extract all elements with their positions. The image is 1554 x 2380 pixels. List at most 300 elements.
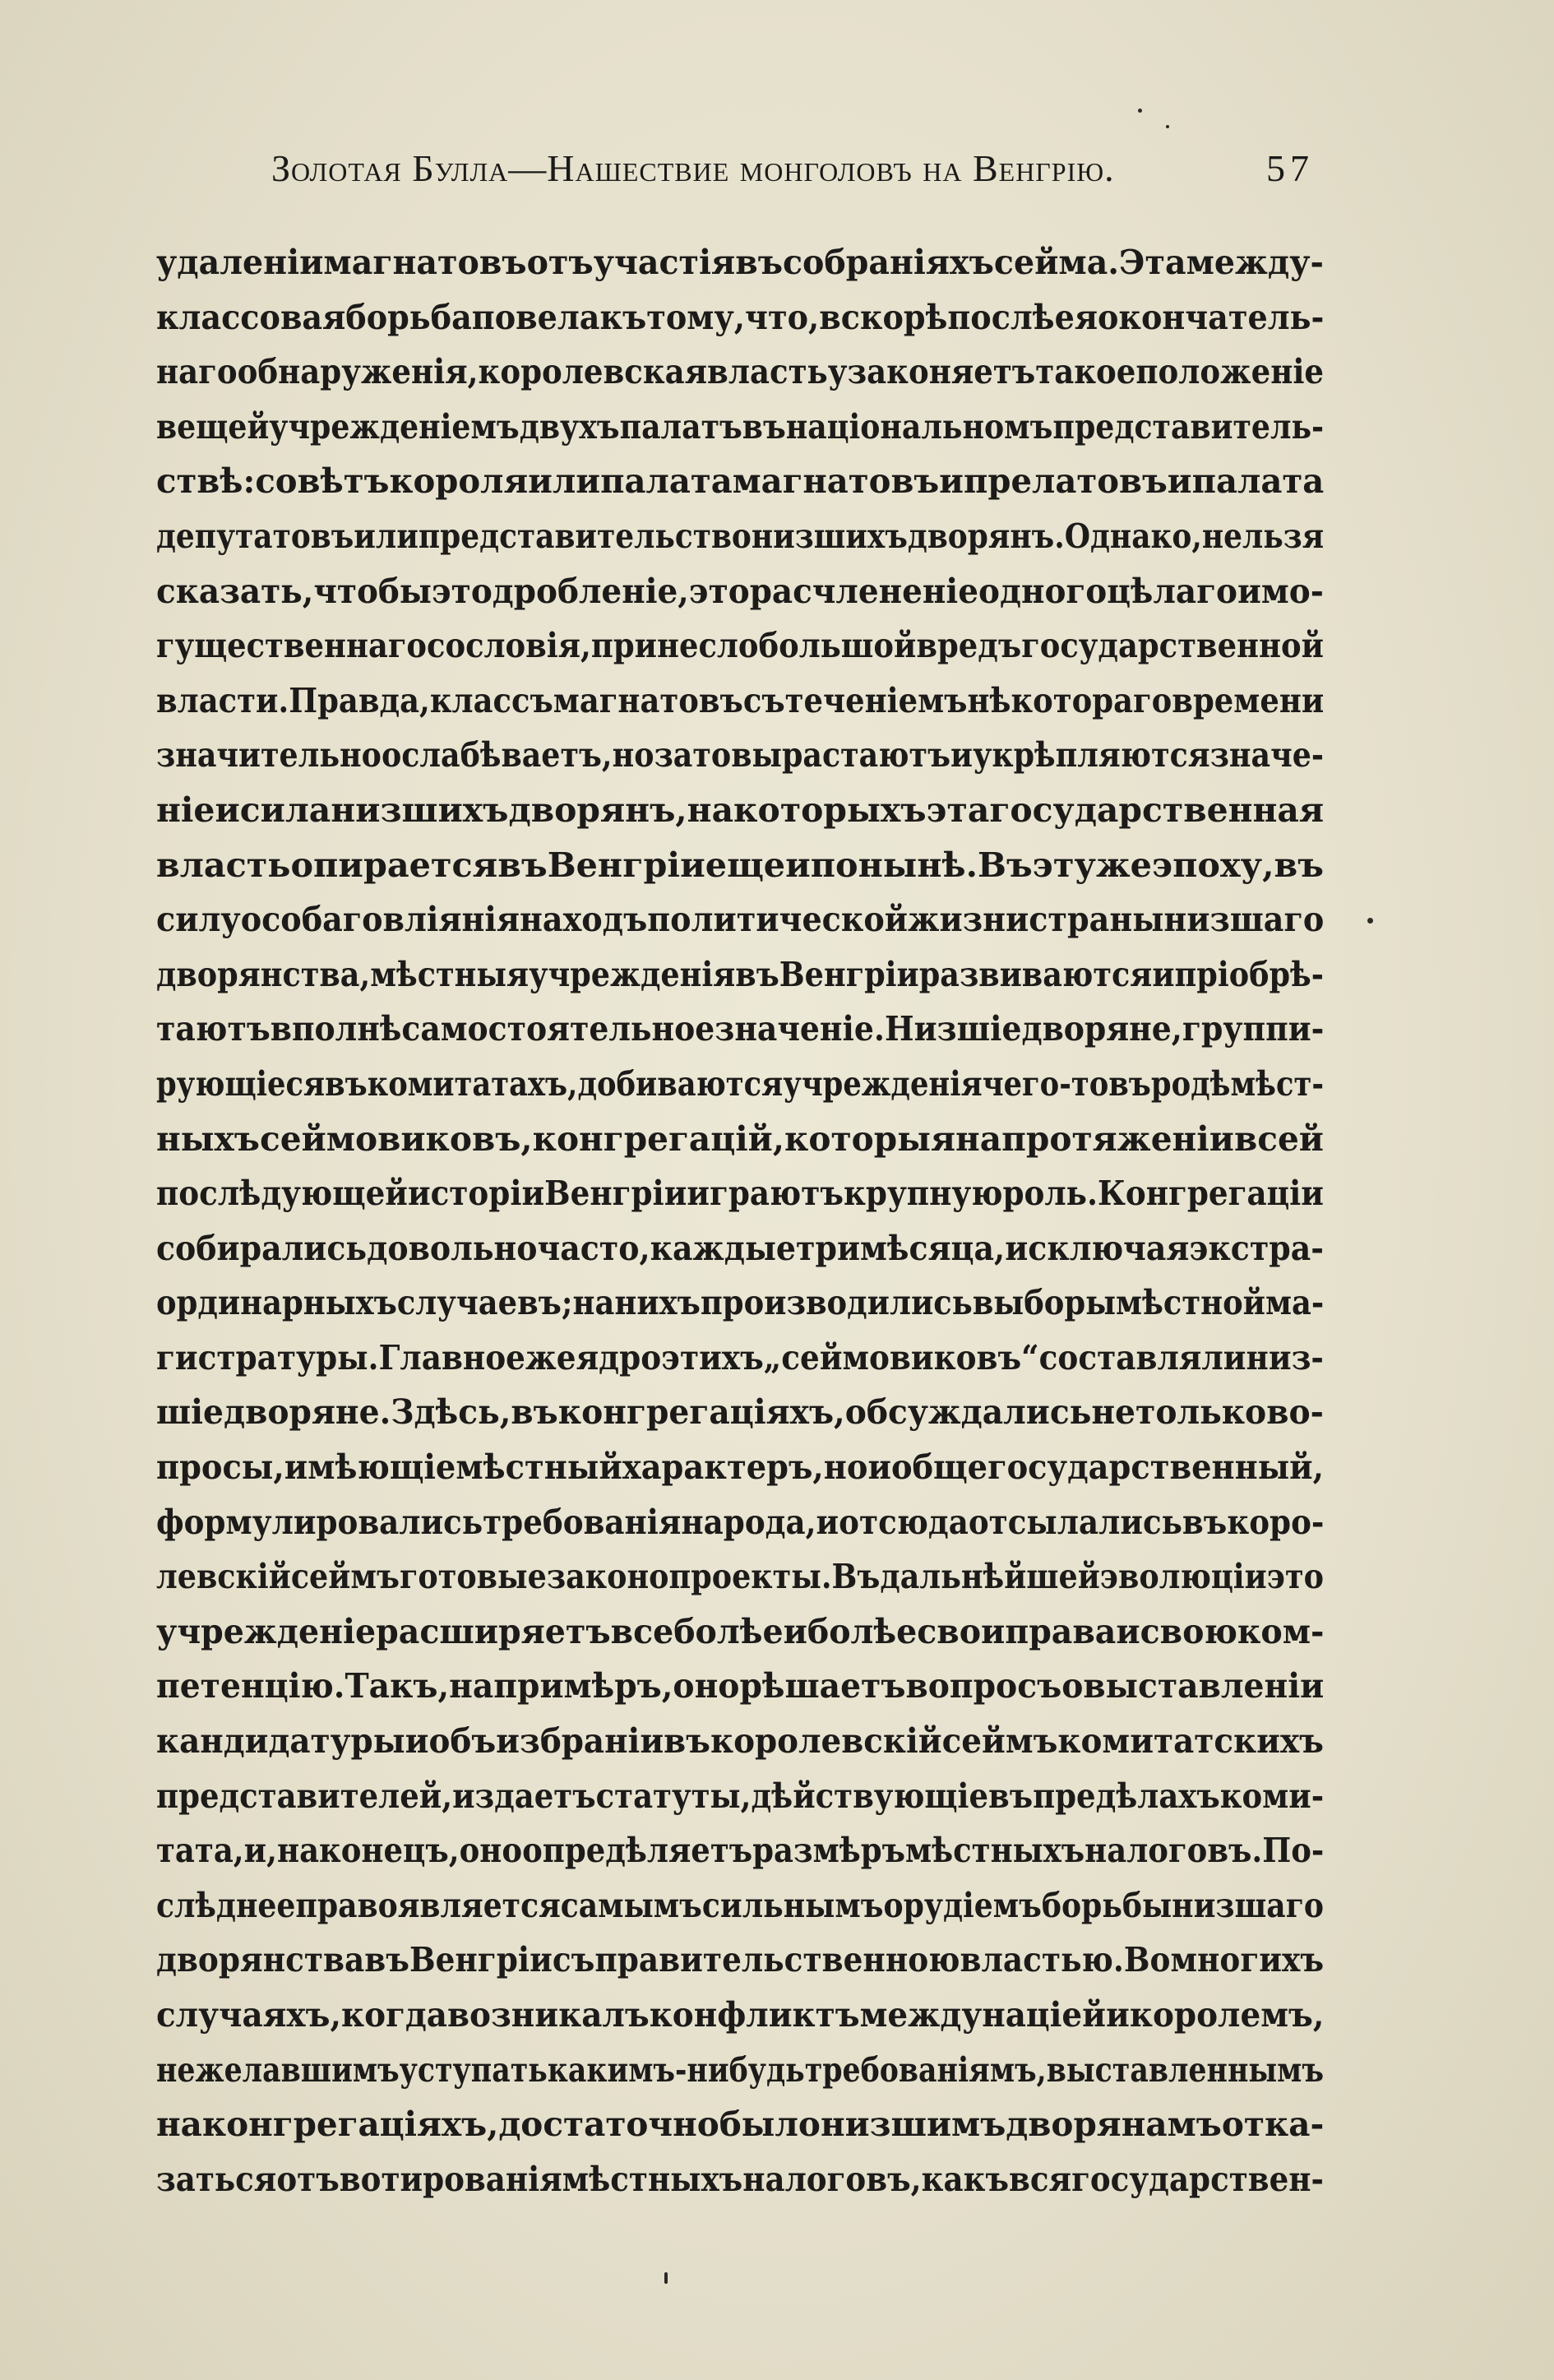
- word: государственная: [989, 789, 1325, 830]
- word: левскій: [156, 1556, 291, 1597]
- word: въ: [742, 405, 786, 447]
- word: играютъ: [687, 1173, 844, 1214]
- text-line: [156, 2097, 1324, 2152]
- text-line: [156, 1276, 1324, 1331]
- word: въ: [364, 1939, 409, 1980]
- word: и: [215, 789, 240, 830]
- word: дворянъ.: [907, 515, 1065, 556]
- word: статуты,: [595, 1775, 752, 1816]
- word: чтобы: [313, 570, 432, 611]
- text-line: [156, 892, 1324, 947]
- word: конгрегаціяхъ,: [557, 1391, 845, 1433]
- word: чего-то: [982, 1063, 1109, 1104]
- word: съ: [742, 679, 785, 720]
- word: прелатовъ: [963, 461, 1168, 502]
- word: дворянства,: [156, 953, 371, 994]
- text-line: [156, 454, 1324, 509]
- word: и: [950, 734, 974, 776]
- word: это: [1266, 1556, 1324, 1597]
- word: расчлененіе: [749, 570, 979, 611]
- word: вскорѣ: [819, 296, 948, 337]
- text-line: [156, 1823, 1324, 1878]
- word: исторіи: [407, 1173, 545, 1214]
- word: на: [687, 789, 734, 830]
- text-line: [156, 674, 1324, 729]
- word: сеймовиковъ,: [259, 1118, 533, 1159]
- word: значе-: [1209, 734, 1324, 776]
- word: дворяне,: [1021, 1008, 1182, 1049]
- word: какимъ-нибудь: [547, 2049, 805, 2090]
- word: классовая: [156, 296, 346, 337]
- word: размѣръ: [752, 1830, 905, 1871]
- word: въ: [1274, 844, 1324, 885]
- word: вопросъ: [905, 1665, 1062, 1706]
- word: группи-: [1182, 1008, 1325, 1049]
- word: которыя: [784, 1118, 955, 1159]
- word: выборы: [972, 1282, 1117, 1323]
- text-line: [156, 564, 1324, 619]
- word: ствѣ:: [156, 461, 256, 502]
- word: выставленнымъ: [1046, 2049, 1324, 2090]
- word: общегосударственный,: [890, 1447, 1324, 1488]
- text-line: [156, 1331, 1324, 1386]
- word: желавшимъ: [195, 2049, 400, 2090]
- word: дальнѣйшей: [880, 1556, 1100, 1597]
- word: мѣстныхъ: [904, 1830, 1085, 1871]
- word: сила: [239, 789, 331, 830]
- text-line: [156, 1604, 1324, 1660]
- word: или: [354, 515, 419, 556]
- text-line: [156, 1002, 1324, 1057]
- word: узаконяетъ: [827, 351, 1036, 392]
- word: „сеймовиковъ“: [763, 1336, 1039, 1378]
- word: мѣстныя: [370, 953, 530, 994]
- word: Венгріи: [409, 1939, 553, 1980]
- text-line: [156, 345, 1324, 400]
- word: отка-: [1221, 2104, 1325, 2145]
- word: заться: [156, 2158, 277, 2199]
- word: вещей: [156, 405, 270, 447]
- word: экстра-: [1189, 1227, 1324, 1268]
- word: королемъ,: [1129, 1994, 1325, 2035]
- word: королевская: [478, 351, 708, 392]
- word: низшаго: [1172, 1884, 1324, 1925]
- word: но: [823, 1447, 868, 1488]
- body-text: [156, 235, 1324, 2206]
- word: учрежденіе: [156, 1610, 377, 1651]
- word: это: [431, 570, 493, 611]
- word: рѣшаетъ: [739, 1665, 906, 1706]
- word: просы,: [156, 1447, 284, 1488]
- text-line: [156, 1166, 1324, 1221]
- word: тата,: [156, 1830, 244, 1871]
- word: ослабѣваетъ,: [381, 734, 613, 776]
- text-line: [156, 1933, 1324, 1988]
- word: значеніе.: [715, 1008, 885, 1049]
- word: и: [939, 461, 964, 502]
- word: Низшіе: [884, 1008, 1022, 1049]
- word: ма-: [1265, 1282, 1325, 1323]
- word: Здѣсь,: [391, 1391, 511, 1433]
- word: понынѣ.: [810, 844, 978, 885]
- text-line: [156, 1714, 1324, 1769]
- word: болѣе: [673, 1610, 784, 1651]
- word: въ: [511, 1391, 558, 1433]
- text-line: [156, 235, 1324, 290]
- word: конгрегацій,: [532, 1118, 784, 1159]
- word: власти.: [156, 679, 289, 720]
- word: королевскій: [710, 1720, 942, 1762]
- word: сказать,: [156, 570, 314, 611]
- word: составляли: [1038, 1336, 1246, 1378]
- word: палата: [1191, 461, 1325, 502]
- word: повела: [471, 296, 600, 337]
- word: палатъ: [619, 405, 742, 447]
- word: представительство: [418, 515, 752, 556]
- word: свои: [917, 1610, 1006, 1651]
- word: тому,: [646, 296, 746, 337]
- word: же: [1095, 844, 1152, 885]
- word: дворянамъ: [1006, 2104, 1222, 2145]
- word: гущественнаго: [156, 625, 428, 666]
- word: въ: [735, 953, 779, 994]
- word: особаго: [240, 899, 383, 940]
- word: сословія,: [427, 625, 591, 666]
- word: Венгріи: [779, 953, 919, 994]
- word: родѣ: [1150, 1063, 1231, 1104]
- text-line: [156, 1221, 1324, 1276]
- word: на: [520, 899, 563, 940]
- word: ядро: [576, 1336, 662, 1378]
- word: представитель-: [1052, 405, 1325, 447]
- running-header: [271, 146, 1332, 212]
- scan-speck: [1166, 125, 1169, 128]
- word: сеймъ: [941, 1720, 1058, 1762]
- word: дворяне.: [224, 1391, 391, 1433]
- word: низшихъ: [331, 789, 509, 830]
- word: конгрегаціяхъ,: [201, 2104, 499, 2145]
- word: таютъ: [156, 1008, 271, 1049]
- word: требованіямъ,: [804, 2049, 1047, 2090]
- word: дѣйствующіе: [751, 1775, 989, 1816]
- word: но: [612, 734, 654, 776]
- word: короля: [389, 461, 529, 502]
- word: комитатахъ,: [367, 1063, 578, 1104]
- word: вліянія: [382, 899, 520, 940]
- word: народа,: [681, 1501, 816, 1542]
- word: силу: [156, 899, 241, 940]
- word: и: [1237, 570, 1261, 611]
- word: въ: [325, 1063, 368, 1104]
- word: уступать: [399, 2049, 548, 2090]
- word: болѣе: [807, 1610, 918, 1651]
- word: коро-: [1227, 1501, 1325, 1542]
- text-line: [156, 1385, 1324, 1440]
- word: окончатель-: [1097, 296, 1325, 337]
- word: въ: [664, 1720, 710, 1762]
- word: ніе: [156, 789, 215, 830]
- word: налоговъ,: [742, 2158, 922, 2199]
- word: многихъ: [1170, 1939, 1325, 1980]
- word: всей: [1233, 1118, 1324, 1159]
- word: производились: [700, 1282, 973, 1323]
- word: низшихъ: [751, 515, 908, 556]
- word: въ: [735, 242, 783, 282]
- word: учрежденія: [783, 1063, 983, 1104]
- word: когда: [340, 1994, 448, 2035]
- word: отъ: [526, 242, 594, 282]
- word: дворянства: [156, 1939, 365, 1980]
- word: положеніе: [1135, 351, 1325, 392]
- word: и: [1106, 1994, 1130, 2035]
- word: страны: [1029, 899, 1164, 940]
- word: все: [610, 1610, 674, 1651]
- word: вотированія: [339, 2158, 562, 2199]
- word: собраніяхъ: [783, 242, 994, 282]
- word: Конгрегаціи: [1097, 1173, 1324, 1214]
- text-line: [156, 947, 1324, 1002]
- word: выставленіи: [1083, 1665, 1325, 1706]
- word: властью.: [960, 1939, 1124, 1980]
- word: на: [572, 1282, 615, 1323]
- word: учрежденія: [529, 953, 736, 994]
- word: такое: [1035, 351, 1136, 392]
- word: теченіемъ: [784, 679, 968, 720]
- word: или: [528, 461, 601, 502]
- word: отъ: [276, 2158, 340, 2199]
- word: характеръ,: [622, 1447, 824, 1488]
- word: нельзя: [1201, 515, 1325, 556]
- word: гистратуры.: [156, 1336, 379, 1378]
- word: же: [525, 1336, 576, 1378]
- word: наго: [156, 351, 238, 392]
- word: въ: [497, 844, 548, 885]
- word: государственной: [1021, 625, 1324, 666]
- word: дворянъ,: [508, 789, 687, 830]
- word: къ: [599, 296, 647, 337]
- word: двухъ: [519, 405, 620, 447]
- word: самымъ: [560, 1884, 702, 1925]
- word: эпоху,: [1152, 844, 1274, 885]
- text-line: [156, 1495, 1324, 1550]
- word: укрѣпляются: [973, 734, 1210, 776]
- word: требованія: [483, 1501, 682, 1542]
- word: это: [688, 570, 750, 611]
- word: мѣстной: [1116, 1282, 1266, 1323]
- text-line: [156, 1057, 1324, 1112]
- word: эволюціи: [1099, 1556, 1267, 1597]
- word: Правда,: [289, 679, 430, 720]
- word: самостоятельное: [401, 1008, 715, 1049]
- word: Въ: [831, 1556, 881, 1597]
- word: Венгріи: [547, 844, 705, 885]
- word: орудіемъ: [883, 1884, 1042, 1925]
- word: одного: [978, 570, 1108, 611]
- word: рующіеся: [156, 1063, 326, 1104]
- word: роль.: [1002, 1173, 1098, 1214]
- text-line: [156, 509, 1324, 564]
- word: учрежденіемъ: [269, 405, 520, 447]
- word: борьбы: [1041, 1884, 1172, 1925]
- word: правительственною: [594, 1939, 960, 1980]
- word: жизни: [908, 899, 1029, 940]
- word: магнатовъ: [323, 242, 527, 282]
- word: коми-: [1219, 1775, 1325, 1816]
- word: зато: [654, 734, 732, 776]
- word: этихъ: [661, 1336, 764, 1378]
- word: еще: [705, 844, 786, 885]
- word: принесло: [590, 625, 759, 666]
- word: отсюда: [839, 1501, 969, 1542]
- page-number: 57: [1266, 147, 1314, 189]
- word: нѣкотораго: [967, 679, 1172, 720]
- word: обнаруженія,: [237, 351, 479, 392]
- word: и: [785, 844, 811, 885]
- word: шіе: [156, 1391, 224, 1433]
- word: права: [1005, 1610, 1117, 1651]
- text-line: [156, 783, 1324, 838]
- word: дробленіе,: [492, 570, 689, 611]
- word: сеймъ: [290, 1556, 400, 1597]
- word: крупную: [843, 1173, 1003, 1214]
- word: между-: [1186, 242, 1324, 282]
- word: три: [796, 1227, 861, 1268]
- word: націей: [982, 1994, 1107, 2035]
- text-line: [156, 1440, 1324, 1495]
- word: протяженіи: [1001, 1118, 1234, 1159]
- word: избраніи: [496, 1720, 664, 1762]
- word: Главное: [378, 1336, 525, 1378]
- word: нихъ: [614, 1282, 701, 1323]
- text-line: [156, 290, 1324, 345]
- text-line: [156, 838, 1324, 893]
- word: большой: [758, 625, 917, 666]
- text-line: [156, 1878, 1324, 1933]
- word: что,: [745, 296, 820, 337]
- word: эта: [926, 789, 990, 830]
- word: и: [783, 1610, 807, 1651]
- word: Однако,: [1064, 515, 1202, 556]
- word: удаленіи: [156, 242, 324, 282]
- word: свою: [1140, 1610, 1237, 1651]
- word: случаяхъ,: [156, 1994, 341, 2035]
- word: законопроекты.: [546, 1556, 832, 1597]
- word: государствен-: [1071, 2158, 1324, 2199]
- word: мѣстный: [456, 1447, 622, 1488]
- word: По-: [1262, 1830, 1325, 1871]
- scan-speck: [1367, 918, 1373, 924]
- word: Въ: [978, 844, 1033, 885]
- word: національномъ: [785, 405, 1053, 447]
- word: комитатскихъ: [1057, 1720, 1324, 1762]
- word: каждые: [650, 1227, 797, 1268]
- word: мѣстныхъ: [562, 2158, 743, 2199]
- word: отсылались: [968, 1501, 1182, 1542]
- word: оно: [459, 1830, 523, 1871]
- word: конфликтъ: [649, 1994, 860, 2035]
- word: является: [397, 1884, 561, 1925]
- text-line: [156, 728, 1324, 783]
- word: вредъ: [916, 625, 1022, 666]
- word: власть: [156, 844, 291, 885]
- word: значительно: [156, 734, 382, 776]
- word: сильнымъ: [701, 1884, 884, 1925]
- word: развиваются: [918, 953, 1153, 994]
- word: въ: [988, 1775, 1034, 1816]
- word: власть: [707, 351, 828, 392]
- word: кандидатуры: [156, 1720, 405, 1762]
- text-line: [156, 2152, 1324, 2207]
- word: и: [1167, 461, 1192, 502]
- word: Эта: [1119, 242, 1186, 282]
- text-line: [156, 1769, 1324, 1824]
- word: классъ: [429, 679, 553, 720]
- word: ныхъ: [156, 1118, 260, 1159]
- word: послѣ: [947, 296, 1055, 337]
- word: депутатовъ: [156, 515, 354, 556]
- text-line: [156, 1659, 1324, 1714]
- text-line: [156, 2043, 1324, 2098]
- word: какъ: [921, 2158, 1009, 2199]
- word: эту: [1032, 844, 1096, 885]
- word: собирались: [156, 1227, 368, 1268]
- text-line: [156, 1549, 1324, 1604]
- word: только: [1135, 1391, 1267, 1433]
- word: было: [719, 2104, 821, 2145]
- scan-speck: [1138, 109, 1142, 113]
- word: и: [1152, 953, 1175, 994]
- word: обсуждались: [844, 1391, 1092, 1433]
- word: Такъ,: [345, 1665, 450, 1706]
- word: достаточно: [498, 2104, 719, 2145]
- word: цѣлаго: [1107, 570, 1238, 611]
- word: наконецъ,: [276, 1830, 460, 1871]
- word: опирается: [290, 844, 498, 885]
- text-line: [156, 1988, 1324, 2043]
- word: сейма.: [993, 242, 1120, 282]
- word: во-: [1266, 1391, 1324, 1433]
- word: борьба: [345, 296, 472, 337]
- word: расширяетъ: [376, 1610, 611, 1651]
- word: магнатовъ: [732, 461, 940, 502]
- word: случаевъ;: [396, 1282, 573, 1323]
- word: пріобрѣ-: [1174, 953, 1324, 994]
- word: вырастаютъ: [731, 734, 950, 776]
- word: низшаго: [1163, 899, 1325, 940]
- word: мо-: [1260, 570, 1324, 611]
- word: предѣлахъ: [1033, 1775, 1220, 1816]
- word: формулировались: [156, 1501, 483, 1542]
- word: палата: [600, 461, 733, 502]
- word: политической: [647, 899, 909, 940]
- word: Во: [1123, 1939, 1171, 1980]
- text-line: [156, 618, 1324, 674]
- scan-speck: [664, 2272, 668, 2284]
- word: не: [156, 2049, 196, 2090]
- text-line: [156, 1112, 1324, 1167]
- word: издаетъ: [452, 1775, 596, 1816]
- word: въ: [1182, 1501, 1228, 1542]
- word: низшимъ: [820, 2104, 1006, 2145]
- word: на: [955, 1118, 1002, 1159]
- word: между: [859, 1994, 983, 2035]
- word: ходъ: [562, 899, 648, 940]
- word: готовые: [400, 1556, 547, 1597]
- word: и,: [243, 1830, 277, 1871]
- word: вся: [1009, 2158, 1072, 2199]
- word: не: [1091, 1391, 1136, 1433]
- word: и: [405, 1720, 429, 1762]
